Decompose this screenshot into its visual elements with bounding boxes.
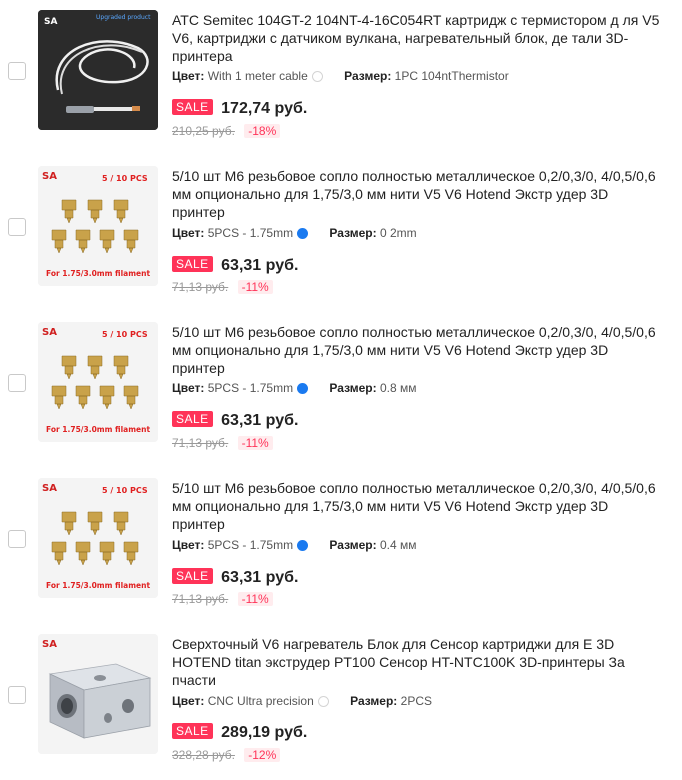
price: 63,31 руб. xyxy=(221,569,299,586)
filament-caption: For 1.75/3.0mm filament xyxy=(46,425,151,434)
item-checkbox[interactable] xyxy=(8,218,26,236)
price: 172,74 руб. xyxy=(221,100,308,117)
thermistor-cable-image xyxy=(38,10,158,130)
price: 63,31 руб. xyxy=(221,412,299,429)
product-title[interactable]: ATC Semitec 104GT-2 104NT-4-16C054RT картридж с термистором д ля V5 V6, картриджи с датчиком вулкана, нагревательный блок, де тали 3D-принтера xyxy=(172,12,660,64)
size-value: 0.8 мм xyxy=(379,381,417,395)
color-label: Цвет: xyxy=(172,381,205,395)
pcs-label: 5 / 10 PCS xyxy=(102,174,148,183)
price-row xyxy=(172,256,298,276)
pcs-label: 5 / 10 PCS xyxy=(102,330,148,339)
product-title[interactable]: Сверхточный V6 нагреватель Блок для Сенсор картриджи для E 3D HOTEND titan экструдер PT100 Сенсор HT-NTC100K 3D-принтеры За пчасти xyxy=(172,636,625,688)
product-image[interactable] xyxy=(38,478,158,598)
product-props xyxy=(172,68,509,84)
color-swatch xyxy=(297,540,308,551)
old-price-row xyxy=(172,592,273,606)
color-value: CNC Ultra precision xyxy=(207,694,314,708)
product-image[interactable] xyxy=(38,10,158,130)
sale-badge: SALE xyxy=(172,568,213,584)
size-label: Размер: xyxy=(350,694,398,708)
sale-badge: SALE xyxy=(172,723,213,739)
nozzles-image xyxy=(38,322,158,442)
heater-block-image xyxy=(38,634,158,754)
product-title[interactable]: 5/10 шт M6 резьбовое сопло полностью металлическое 0,2/0,3/0, 4/0,5/0,6 мм опционально для 1,75/3,0 мм нити V5 V6 Hotend Экстр удер 3D принтер xyxy=(172,324,656,376)
color-swatch xyxy=(318,696,329,707)
color-swatch xyxy=(297,383,308,394)
svg-text:SA: SA xyxy=(42,171,57,182)
size-value: 2PCS xyxy=(400,694,433,708)
product-props xyxy=(172,693,432,709)
filament-caption: For 1.75/3.0mm filament xyxy=(46,581,151,590)
color-swatch xyxy=(297,228,308,239)
svg-text:SA: SA xyxy=(42,639,57,650)
cart-item xyxy=(0,156,682,304)
item-checkbox[interactable] xyxy=(8,62,26,80)
svg-text:SA: SA xyxy=(42,327,57,338)
discount-badge: -11% xyxy=(238,436,273,450)
old-price: 71,13 руб. xyxy=(172,592,229,606)
old-price: 328,28 руб. xyxy=(172,748,235,762)
discount-badge: -18% xyxy=(244,124,280,138)
price-row xyxy=(172,99,307,119)
item-checkbox[interactable] xyxy=(8,530,26,548)
svg-text:SA: SA xyxy=(44,17,58,27)
item-checkbox[interactable] xyxy=(8,374,26,392)
price-row xyxy=(172,568,298,588)
product-props xyxy=(172,225,417,241)
product-title[interactable]: 5/10 шт M6 резьбовое сопло полностью металлическое 0,2/0,3/0, 4/0,5/0,6 мм опционально для 1,75/3,0 мм нити V5 V6 Hotend Экстр удер 3D принтер xyxy=(172,480,656,532)
color-label: Цвет: xyxy=(172,538,205,552)
price: 63,31 руб. xyxy=(221,257,299,274)
color-value: 5PCS - 1.75mm xyxy=(207,226,294,240)
size-value: 0.4 мм xyxy=(379,538,417,552)
filament-caption: For 1.75/3.0mm filament xyxy=(46,269,151,278)
size-value: 0 2mm xyxy=(379,226,417,240)
product-title[interactable]: 5/10 шт M6 резьбовое сопло полностью металлическое 0,2/0,3/0, 4/0,5/0,6 мм опционально для 1,75/3,0 мм нити V5 V6 Hotend Экстр удер 3D принтер xyxy=(172,168,656,220)
price-row xyxy=(172,723,307,743)
old-price: 210,25 руб. xyxy=(172,124,235,138)
size-label: Размер: xyxy=(329,538,377,552)
color-value: 5PCS - 1.75mm xyxy=(207,381,294,395)
price: 289,19 руб. xyxy=(221,724,308,741)
nozzles-image xyxy=(38,166,158,286)
product-props xyxy=(172,380,417,396)
cart-item xyxy=(0,468,682,616)
discount-badge: -12% xyxy=(244,748,280,762)
product-image[interactable] xyxy=(38,322,158,442)
color-value: With 1 meter cable xyxy=(207,69,308,83)
discount-badge: -11% xyxy=(238,592,273,606)
old-price: 71,13 руб. xyxy=(172,436,229,450)
cart-item xyxy=(0,0,682,148)
color-label: Цвет: xyxy=(172,226,205,240)
old-price: 71,13 руб. xyxy=(172,280,229,294)
product-image[interactable] xyxy=(38,166,158,286)
size-value: 1PC 104ntThermistor xyxy=(394,69,509,83)
cart-item xyxy=(0,312,682,460)
color-value: 5PCS - 1.75mm xyxy=(207,538,294,552)
old-price-row xyxy=(172,436,273,450)
product-image[interactable] xyxy=(38,634,158,754)
size-label: Размер: xyxy=(329,381,377,395)
product-props xyxy=(172,537,417,553)
sale-badge: SALE xyxy=(172,411,213,427)
size-label: Размер: xyxy=(344,69,392,83)
color-swatch xyxy=(312,71,323,82)
cart-item xyxy=(0,624,682,772)
sale-badge: SALE xyxy=(172,256,213,272)
color-label: Цвет: xyxy=(172,694,205,708)
pcs-label: 5 / 10 PCS xyxy=(102,486,148,495)
size-label: Размер: xyxy=(329,226,377,240)
old-price-row xyxy=(172,748,280,762)
discount-badge: -11% xyxy=(238,280,273,294)
upgraded-badge: Upgraded product xyxy=(96,14,151,21)
price-row xyxy=(172,411,298,431)
old-price-row xyxy=(172,124,280,138)
old-price-row xyxy=(172,280,273,294)
color-label: Цвет: xyxy=(172,69,205,83)
sale-badge: SALE xyxy=(172,99,213,115)
item-checkbox[interactable] xyxy=(8,686,26,704)
svg-text:SA: SA xyxy=(42,483,57,494)
nozzles-image xyxy=(38,478,158,598)
